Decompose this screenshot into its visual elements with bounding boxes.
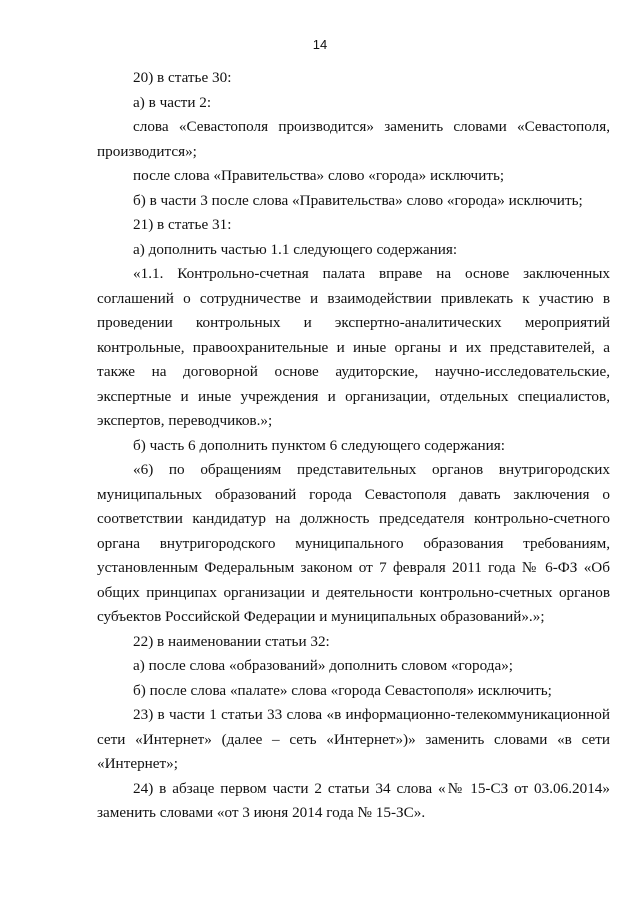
para-item-23: 23) в части 1 статьи 33 слова «в информационно-телекоммуникационной сети «Интернет» (далее – сеть «Интернет»)» заменить словами «в сети «Интернет»; <box>97 706 610 772</box>
para-item-22a: а) после слова «образований» дополнить словом «города»; <box>133 657 514 674</box>
para-item-20a: а) в части 2: <box>133 93 212 111</box>
para-item-20b: б) в части 3 после слова «Правительства» слово «города» исключить; <box>133 191 583 209</box>
para-item-21: 21) в статье 31: <box>133 216 232 233</box>
page-number: 14 <box>312 37 328 52</box>
para-item-21a: а) дополнить частью 1.1 следующего содержания: <box>133 240 458 258</box>
para-point-6: «6) по обращениям представительных органов внутригородских муниципальных образований города Севастополя давать заключения о соответствии кандидатур на должность председателя контрольно-счетного органа внутригородского муниципального образования требованиям, установленным Федеральным законом от 7 февраля 2011 года № 6-ФЗ «Об общих принципах организации и деятельности контрольно-счетных органов субъектов Российской Федерации и муниципальных образований».»; <box>97 461 610 625</box>
para-item-21b: б) часть 6 дополнить пунктом 6 следующего содержания: <box>133 436 505 454</box>
para-item-22b: б) после слова «палате» слова «города Севастополя» исключить; <box>133 681 552 699</box>
para-part-1-1: «1.1. Контрольно-счетная палата вправе на основе заключенных соглашений о сотрудничестве и взаимодействии привлекать к участию в проведении контрольных и экспертно-аналитических мероприятий контрольные, правоохранительные и иные органы и их представителей, а также на договорной основе аудиторские, научно-исследовательские, экспертные и иные учреждения и организации, отдельных специалистов, экспертов, переводчиков.»; <box>97 265 610 429</box>
para-item-24: 24) в абзаце первом части 2 статьи 34 слова «№ 15-СЗ от 03.06.2014» заменить словами «от 3 июня 2014 года № 15-ЗС». <box>97 779 610 821</box>
para-item-20: 20) в статье 30: <box>133 69 232 86</box>
para-replace-sevastopolya: слова «Севастополя производится» заменить словами «Севастополя, производится»; <box>97 118 610 160</box>
para-exclude-goroda-1: после слова «Правительства» слово «города» исключить; <box>133 167 505 184</box>
document-body <box>97 66 610 826</box>
para-item-22: 22) в наименовании статьи 32: <box>133 632 330 650</box>
